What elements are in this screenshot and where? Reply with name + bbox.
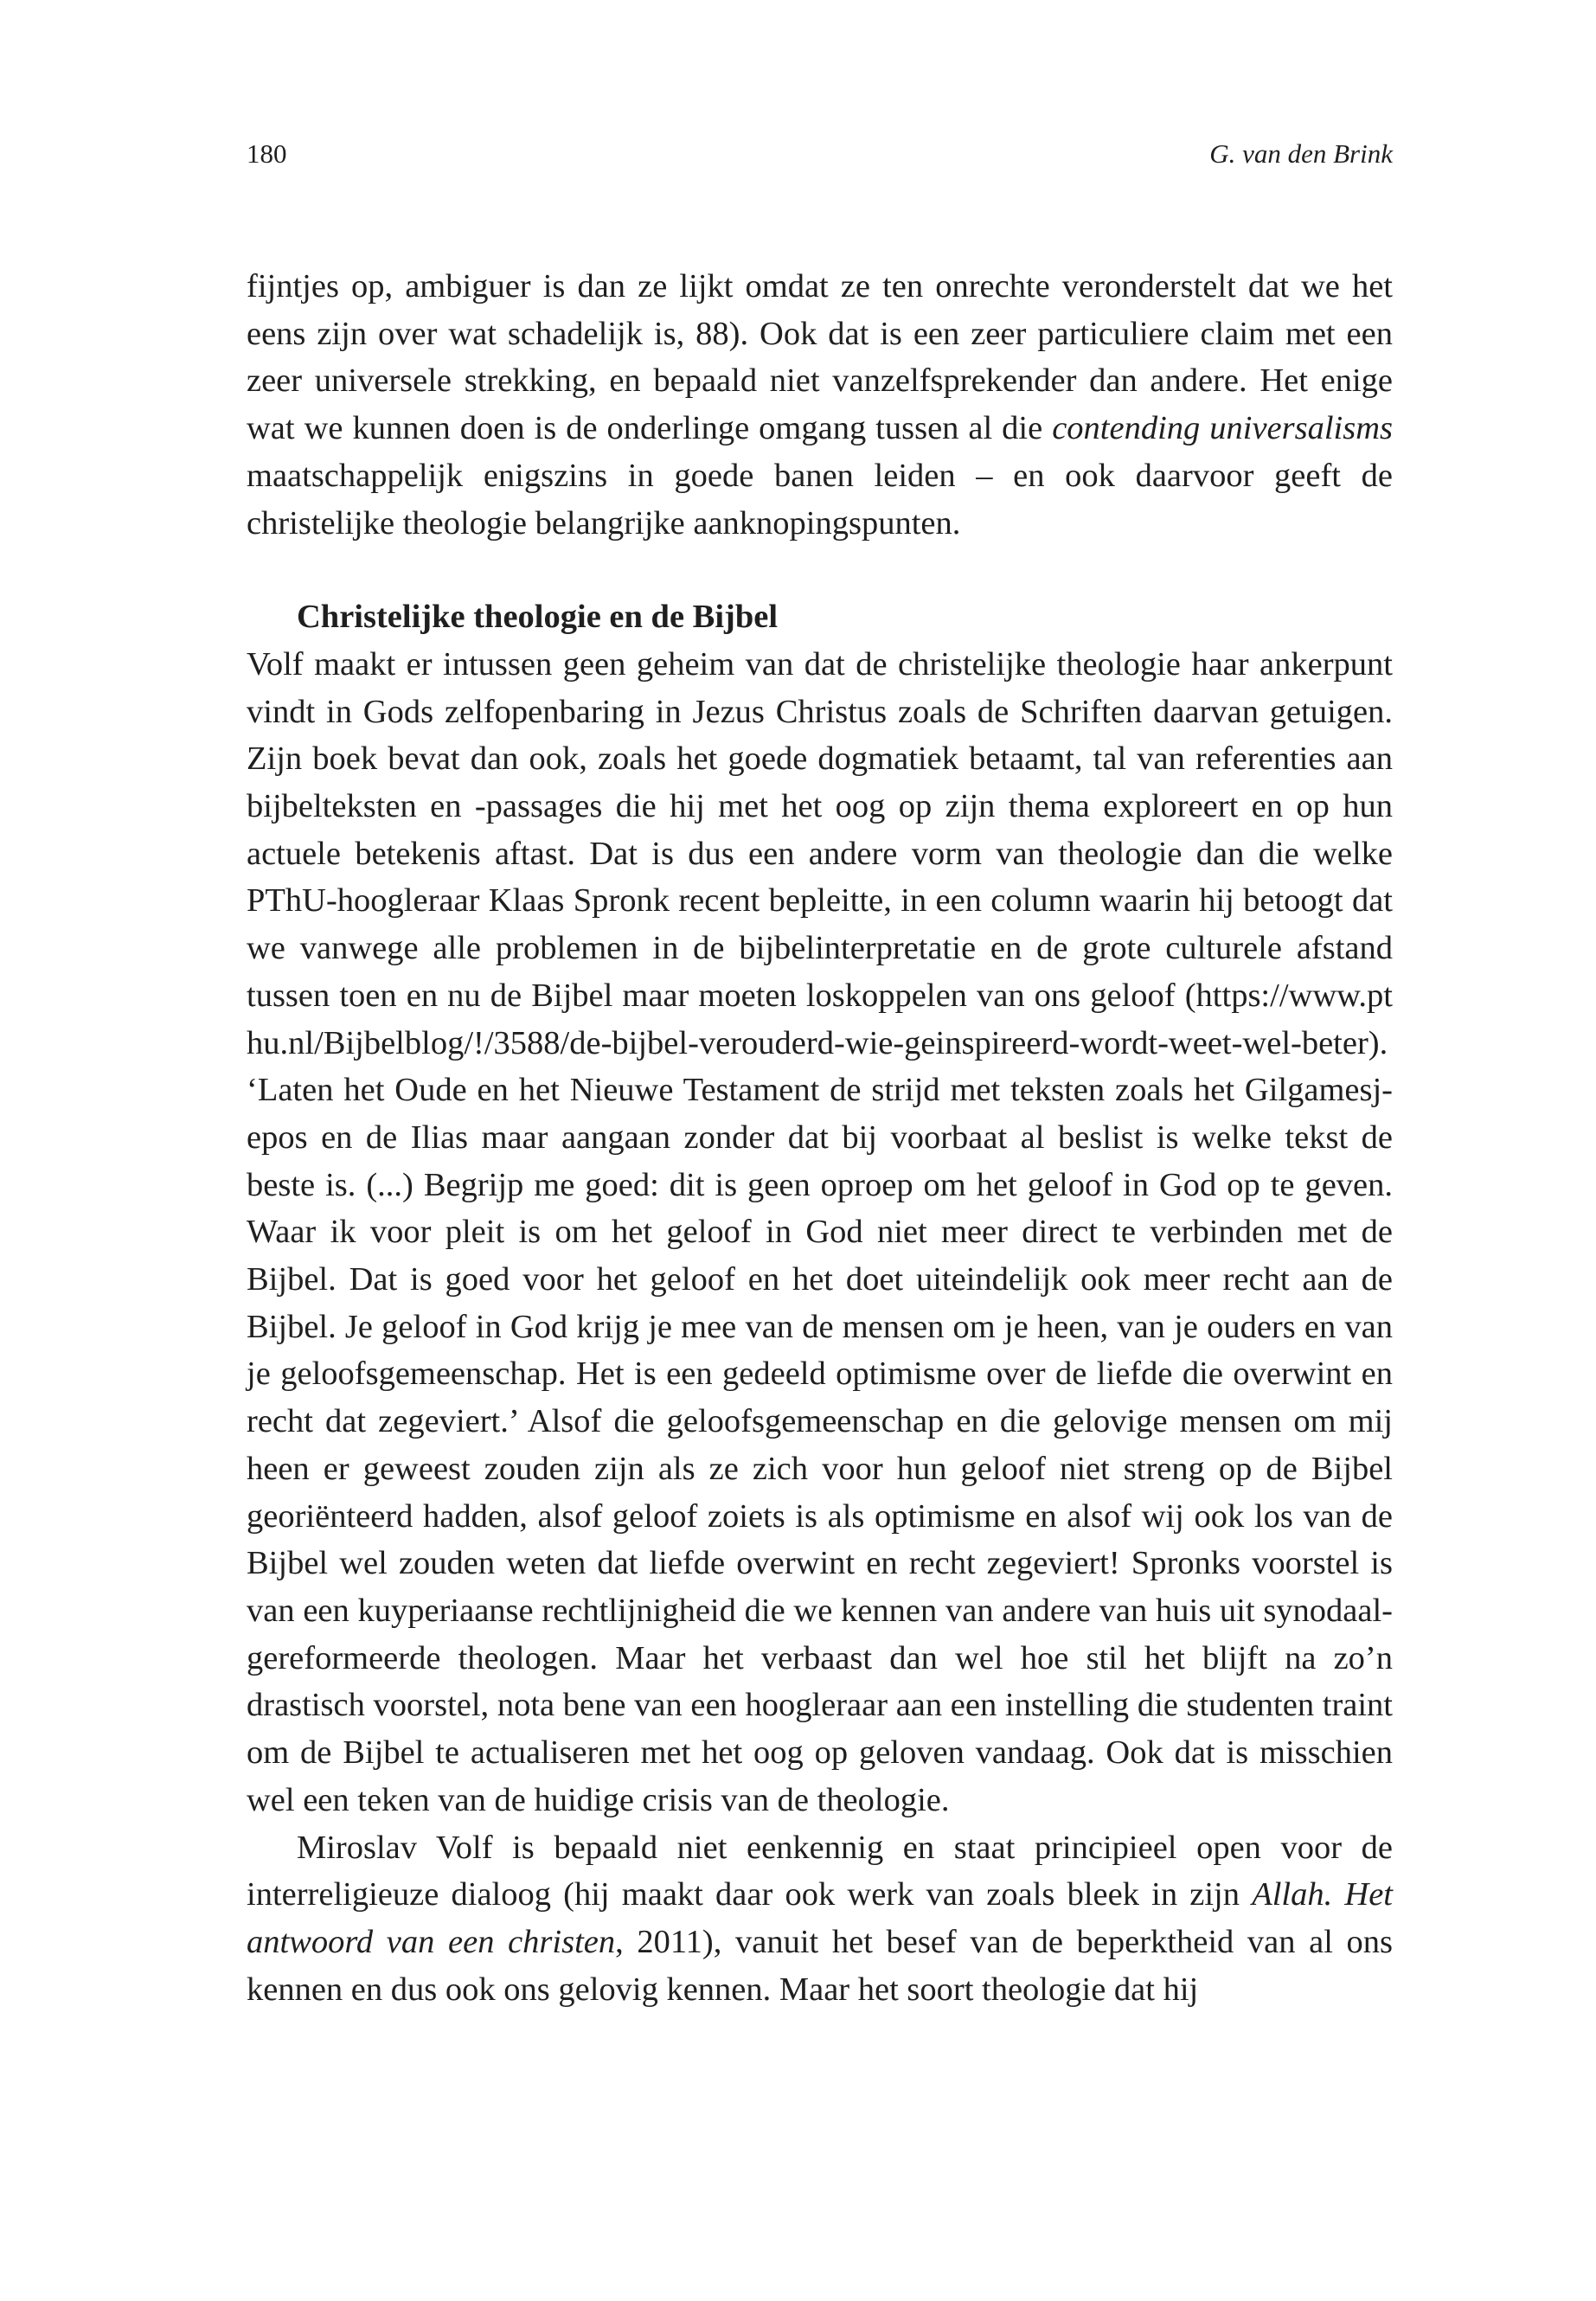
paragraph-text: Miroslav Volf is bepaald niet eenkennig en staat principieel open voor de interreligieuze dialoog (hij maakt daar ook werk van zoals bleek in zijn — [247, 1829, 1393, 1913]
paragraph-contending-universalisms — [247, 263, 1393, 547]
paragraph-text: Volf maakt er intussen geen geheim van dat de christelijke theologie haar ankerpunt vindt in Gods zelfopenbaring in Jezus Christus zoals de Schriften daarvan getuigen. Zijn boek bevat dan ook, zoals het goede dogmatiek betaamt, tal van referenties aan bijbelteksten en -passages die hij met het oog op zijn thema exploreert en op hun actuele betekenis aftast. Dat is dus een andere vorm van theologie dan die welke PThU-hoogleraar Klaas Spronk recent bepleitte, in een column waarin hij betoogt dat we vanwege alle problemen in de bijbelinterpretatie en de grote culturele afstand tussen toen en nu de Bijbel maar moeten loskoppelen van ons geloof ( — [247, 645, 1393, 1014]
section-heading: Christelijke theologie en de Bijbel — [297, 599, 779, 636]
running-head — [247, 130, 1393, 182]
url-reference: https://www.pthu.nl/Bijbelblog/!/3588/de-bijbel-verouderd-wie-geinspireerd-wordt-weet-wel-beter — [247, 977, 1393, 1061]
paragraph-text: ). ‘Laten het Oude en het Nieuwe Testament de strijd met teksten zoals het Gilgamesj-epos en de Ilias maar aangaan zonder dat bij voorbaat al beslist is welke tekst de beste is. (...) Begrijp me goed: dit is geen oproep om het geloof in God op te geven. Waar ik voor pleit is om het geloof in God niet meer direct te verbinden met de Bijbel. Dat is goed voor het geloof en het doet uiteindelijk ook meer recht aan de Bijbel. Je geloof in God krijg je mee van de mensen om je heen, van je ouders en van je geloofsgemeenschap. Het is een gedeeld optimisme over de liefde die overwint en recht dat zegeviert.’ Alsof die geloofsgemeenschap en die gelovige mensen om mij heen er geweest zouden zijn als ze zich voor hun geloof niet streng op de Bijbel georiënteerd hadden, alsof geloof zoiets is als optimisme en alsof wij ook los van de Bijbel wel zouden weten dat liefde overwint en recht zegeviert! Spronks voorstel is van een kuyperiaanse rechtlijnigheid die we kennen van andere van huis uit synodaal-gereformeerde theologen. Maar het verbaast dan wel hoe stil het blijft na zo’n drastisch voorstel, nota bene van een hoogleraar aan een instelling die studenten traint om de Bijbel te actualiseren met het oog op geloven vandaag. Ook dat is misschien wel een teken van de huidige crisis van de theologie. — [247, 1024, 1393, 1818]
paragraph-interreligious-dialogue — [247, 1824, 1393, 2014]
paragraph-volf-bible — [247, 641, 1393, 1824]
page-number: 180 — [247, 138, 287, 169]
running-head-author: G. van den Brink — [1209, 138, 1393, 169]
italic-phrase: contending universalisms — [1052, 410, 1394, 447]
paragraph-text: , 2011), vanuit het besef van de beperktheid van al ons kennen en dus ook ons gelovig kennen. Maar het soort theologie dat hij — [247, 1923, 1393, 2008]
paragraph-text: fijntjes op, ambiguer is dan ze lijkt omdat ze ten onrechte veronderstelt dat we het eens zijn over wat schadelijk is, 88). Ook dat is een zeer particuliere claim met een zeer universele strekking, en bepaald niet vanzelfsprekender dan andere. Het enige wat we kunnen doen is de onderlinge omgang tussen al die — [247, 268, 1393, 447]
paragraph-text: maatschappelijk enigszins in goede banen leiden – en ook daarvoor geeft de christelijke theologie belangrijke aanknopingspunten. — [247, 457, 1393, 542]
body-text — [247, 263, 1393, 2013]
italic-book-title: Allah. Het antwoord van een christen — [247, 1876, 1393, 1960]
book-page — [247, 130, 1393, 2013]
